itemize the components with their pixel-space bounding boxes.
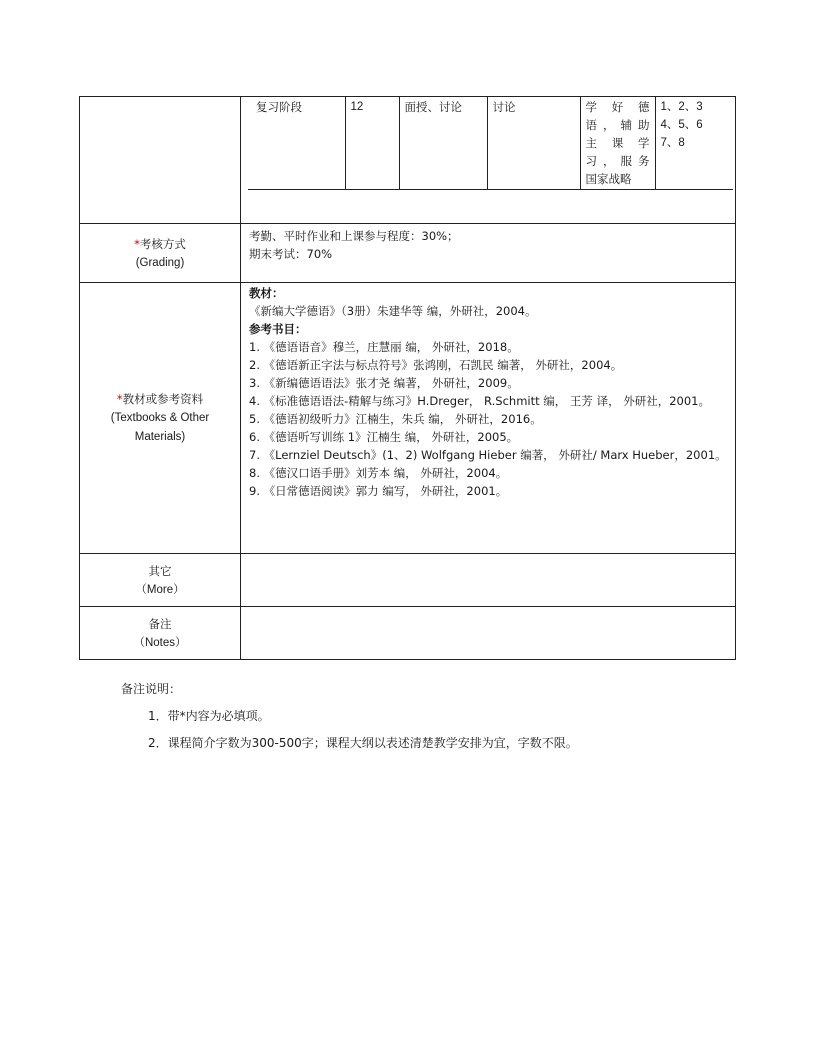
goal-line: 语，辅助 — [585, 118, 650, 132]
method-cell: 面授、讨论 — [399, 97, 487, 190]
weeks-line: 4、5、6 — [660, 119, 703, 131]
materials-content-cell — [241, 283, 736, 554]
references-list — [249, 338, 727, 500]
list-item: 4. 《标准德语语法-精解与练习》H.Dreger， R.Schmitt 编， 王芳 译， 外研社，2001。 — [249, 394, 710, 408]
course-info-table — [79, 96, 736, 660]
notes-label: 备注 — [148, 616, 172, 631]
goal-line: 学 好 德 — [585, 100, 650, 114]
goal-line: 国家战略 — [585, 172, 632, 186]
grading-label: 考核方式 — [139, 236, 186, 251]
list-item: 2. 《德语新正字法与标点符号》张鸿刚，石凯民 编著， 外研社，2004。 — [249, 358, 623, 372]
materials-label-en: (Textbooks & Other — [110, 412, 210, 424]
list-item: 1. 《德语语音》穆兰，庄慧丽 编， 外研社，2018。 — [249, 340, 519, 354]
stage-cell: 复习阶段 — [248, 97, 345, 190]
required-mark: * — [134, 236, 140, 251]
footnotes — [121, 680, 578, 750]
notes-label-cell — [80, 607, 241, 660]
notes-label-en: （Notes） — [133, 636, 187, 649]
grading-content-cell — [241, 224, 736, 283]
footnote-item: 1．带*内容为必填项。 — [148, 709, 270, 723]
list-item: 9. 《日常德语阅读》郭力 编写， 外研社，2001。 — [249, 484, 508, 498]
list-item: 8. 《德汉口语手册》刘芳本 编， 外研社，2004。 — [249, 466, 508, 480]
table-row — [248, 97, 733, 190]
list-item: 7. 《Lernziel Deutsch》(1、2) Wolfgang Hieber 编著， 外研社/ Marx Hueber，2001。 — [249, 448, 727, 462]
materials-label-cell — [80, 283, 241, 554]
more-label-cell — [80, 554, 241, 607]
footnote-item: 2．课程简介字数为300-500字；课程大纲以表述清楚教学安排为宜，字数不限。 — [148, 736, 578, 750]
grading-line: 期末考试：70% — [249, 247, 333, 261]
materials-section — [80, 283, 736, 554]
more-section — [80, 554, 736, 607]
textbook-entry: 《新编大学德语》（3册）朱建华等 编，外研社，2004。 — [249, 304, 537, 318]
materials-label: 教材或参考资料 — [122, 392, 204, 406]
schedule-content-cell — [241, 97, 736, 224]
grading-line: 考勤、平时作业和上课参与程度：30%； — [249, 229, 459, 243]
references-heading: 参考书目： — [249, 322, 307, 336]
goal-line: 习，服务 — [585, 154, 650, 168]
more-label: 其它 — [148, 563, 172, 578]
weeks-cell — [655, 97, 733, 190]
notes-section — [80, 607, 736, 660]
activity-cell: 讨论 — [487, 97, 580, 190]
goal-cell — [580, 97, 655, 190]
more-content-cell — [241, 554, 736, 607]
notes-content-cell — [241, 607, 736, 660]
goal-line: 主 课 学 — [585, 136, 650, 150]
schedule-table — [248, 97, 733, 190]
grading-label-cell — [80, 224, 241, 283]
grading-label-en: (Grading) — [135, 256, 185, 269]
schedule-section — [80, 97, 736, 224]
schedule-label-cell — [80, 97, 241, 224]
required-mark: * — [116, 392, 123, 406]
footnotes-heading: 备注说明： — [121, 682, 182, 696]
grading-section — [80, 224, 736, 283]
weeks-line: 1、2、3 — [660, 101, 703, 113]
more-label-en: （More） — [135, 583, 185, 596]
list-item: 5. 《德语初级听力》江楠生，朱兵 编， 外研社，2016。 — [249, 412, 542, 426]
list-item: 6. 《德语听写训练 1》江楠生 编， 外研社，2005。 — [249, 430, 519, 444]
hours-cell: 12 — [345, 97, 399, 190]
weeks-line: 7、8 — [660, 137, 685, 149]
list-item: 3. 《新编德语语法》张才尧 编著， 外研社，2009。 — [249, 376, 519, 390]
materials-label-en: Materials) — [134, 431, 186, 443]
textbook-heading: 教材： — [249, 286, 284, 300]
